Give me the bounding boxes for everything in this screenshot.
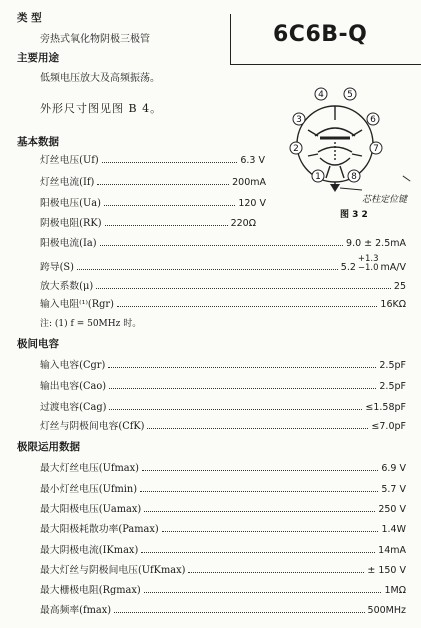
basic-heading: 基本数据 [17, 136, 59, 148]
basic-row-anode-voltage: 阳极电压(Ua) 120 V [40, 198, 266, 209]
key-label: 芯柱定位键 [362, 195, 408, 205]
limit-row-max-grid-resistance: 最大栅极电阻(Rgmax) 1MΩ [40, 585, 406, 596]
limit-row-max-filament-voltage: 最大灯丝电压(Ufmax) 6.9 V [40, 463, 406, 474]
limit-row-max-anode-dissipation: 最大阳极耗散功率(Pamax) 1.4W [40, 524, 406, 535]
basic-row-anode-current: 阳极电流(Ia) 9.0 ± 2.5mA [40, 238, 406, 249]
svg-text:2: 2 [293, 144, 299, 154]
use-heading: 主要用途 [17, 52, 59, 64]
limit-row-max-filament-cathode-voltage: 最大灯丝与阴极间电压(UfKmax) ± 150 V [40, 565, 406, 576]
basic-row-transconductance: 跨导(S) 5.2 +1.3 −1.0 mA/V [40, 253, 406, 273]
pin-8 [348, 170, 360, 182]
outline-note: 外形尺寸图见图 B 4。 [40, 102, 163, 115]
type-heading: 类 型 [17, 12, 42, 24]
svg-text:4: 4 [318, 90, 324, 100]
svg-text:7: 7 [373, 144, 379, 154]
basic-row-input-resistance: 输入电阻⁽¹⁾(Rgr) 16KΩ [40, 299, 406, 310]
figure-caption: 图 3 2 [340, 210, 368, 220]
svg-text:8: 8 [351, 172, 357, 182]
svg-text:6: 6 [370, 115, 376, 125]
svg-text:3: 3 [296, 115, 302, 125]
cap-row-output: 输出电容(Cao) 2.5pF [40, 381, 406, 392]
footnote: 注: (1) f = 50MHz 时。 [40, 319, 142, 329]
pin-1 [312, 170, 324, 182]
limit-row-max-cathode-current: 最大阴极电流(IKmax) 14mA [40, 545, 406, 556]
svg-text:1: 1 [315, 172, 321, 182]
limit-row-max-anode-voltage: 最大阳极电压(Uamax) 250 V [40, 504, 406, 515]
basic-row-amplification: 放大系数(μ) 25 [40, 281, 406, 292]
pin-3 [293, 113, 305, 125]
type-value: 旁热式氧化物阴极三极管 [40, 34, 150, 45]
pin-4 [315, 88, 327, 100]
pin-5 [344, 88, 356, 100]
pin-6 [367, 113, 379, 125]
cap-heading: 极间电容 [17, 338, 59, 350]
limit-heading: 极限运用数据 [17, 441, 80, 453]
svg-text:5: 5 [347, 90, 353, 100]
pin-7 [370, 142, 382, 154]
cap-row-transfer: 过渡电容(Cag) ≤1.58pF [40, 402, 406, 413]
basic-row-cathode-resistor: 阴极电阻(RK) 220Ω [40, 218, 256, 229]
cap-row-filament-cathode: 灯丝与阴极间电容(CfK) ≤7.0pF [40, 421, 406, 432]
use-value: 低频电压放大及高频振荡。 [40, 73, 160, 84]
basic-row-filament-voltage: 灯丝电压(Uf) 6.3 V [40, 155, 265, 166]
base-pin-diagram [280, 80, 420, 220]
cap-row-input: 输入电容(Cgr) 2.5pF [40, 360, 406, 371]
model-title: 6C6B-Q [273, 22, 368, 47]
key-notch [330, 184, 340, 192]
limit-row-max-frequency: 最高频率(fmax) 500MHz [40, 605, 406, 616]
pin-2 [290, 142, 302, 154]
basic-row-filament-current: 灯丝电流(If) 200mA [40, 177, 266, 188]
limit-row-min-filament-voltage: 最小灯丝电压(Ufmin) 5.7 V [40, 484, 406, 495]
